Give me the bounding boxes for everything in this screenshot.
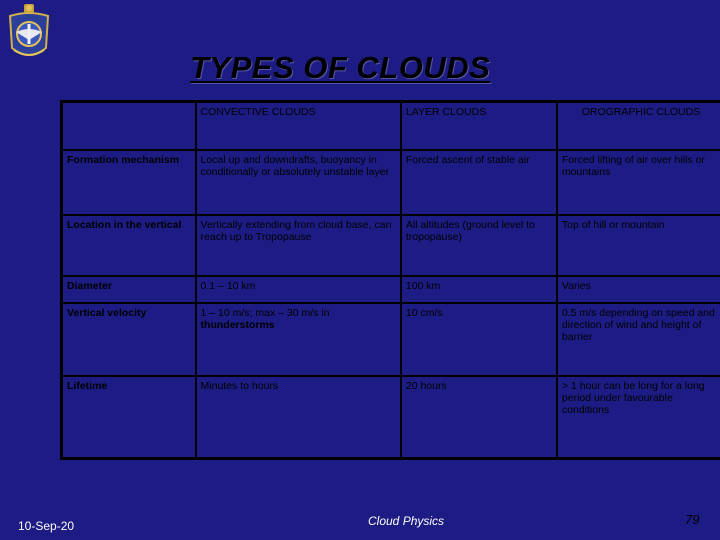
table-cell-text: 1 – 10 m/s; max – 30 m/s in xyxy=(200,307,330,319)
table-cell xyxy=(196,303,401,376)
table-row xyxy=(62,376,720,458)
table-cell: 20 hours xyxy=(401,376,557,458)
table-cell: 10 cm/s xyxy=(401,303,557,376)
table-cell: 100 km xyxy=(401,276,557,303)
table-header-orographic: OROGRAPHIC CLOUDS xyxy=(557,102,720,150)
slide-title: TYPES OF CLOUDS xyxy=(190,50,491,85)
row-label-formation: Formation mechanism xyxy=(62,150,196,215)
row-label-vertical-velocity: Vertical velocity xyxy=(62,303,196,376)
table-cell-bold-text: thunderstorms xyxy=(200,319,275,331)
table-cell: All altitudes (ground level to tropopause) xyxy=(401,215,557,276)
table-header-corner xyxy=(62,102,196,150)
row-label-location: Location in the vertical xyxy=(62,215,196,276)
table-cell: Local up and downdrafts, buoyancy in conditionally or absolutely unstable layer xyxy=(196,150,401,215)
table-row xyxy=(62,150,720,215)
row-label-diameter: Diameter xyxy=(62,276,196,303)
table-header-convective: CONVECTIVE CLOUDS xyxy=(196,102,401,150)
footer-title: Cloud Physics xyxy=(368,514,445,528)
table-header-layer: LAYER CLOUDS xyxy=(401,102,557,150)
table-cell: Forced ascent of stable air xyxy=(401,150,557,215)
air-force-emblem-logo xyxy=(4,2,54,64)
row-label-lifetime: Lifetime xyxy=(62,376,196,458)
table-cell: 0.1 – 10 km xyxy=(196,276,401,303)
slide-number: 79 xyxy=(685,512,700,527)
table-cell: Forced lifting of air over hills or mountains xyxy=(557,150,720,215)
cloud-types-table xyxy=(60,100,720,460)
table-cell: Vertically extending from cloud base, can reach up to Tropopause xyxy=(196,215,401,276)
table-row xyxy=(62,215,720,276)
table-cell: Minutes to hours xyxy=(196,376,401,458)
table-row xyxy=(62,303,720,376)
table-row xyxy=(62,276,720,303)
table-cell: 0.5 m/s depending on speed and direction of wind and height of barrier xyxy=(557,303,720,376)
table-header-row xyxy=(62,102,720,150)
footer-date: 10-Sep-20 xyxy=(18,519,75,533)
table-cell: Top of hill or mountain xyxy=(557,215,720,276)
table-cell: Varies xyxy=(557,276,720,303)
table-cell: > 1 hour can be long for a long period under favourable conditions xyxy=(557,376,720,458)
